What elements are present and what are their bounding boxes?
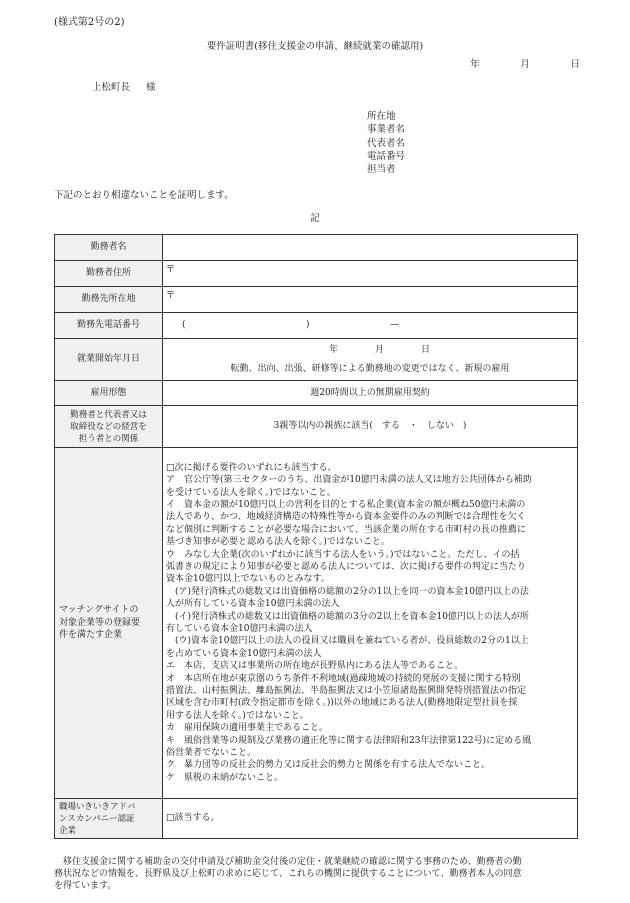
- requirement-line: カ 雇用保険の適用事業主であること。: [166, 723, 329, 734]
- matching-label-line: マッチングサイトの: [59, 605, 139, 616]
- requirement-line: 用する法人を除く。)ではないこと。: [166, 710, 309, 721]
- row-worker-address: [55, 261, 578, 287]
- consent-footnote: [54, 856, 582, 892]
- start-date-day: 日: [420, 345, 430, 356]
- requirement-line: 俗営業者でないこと。: [166, 748, 257, 759]
- sender-block: [367, 110, 405, 176]
- worker-name-field[interactable]: [163, 235, 578, 261]
- issue-date-year: 年: [470, 59, 480, 70]
- document-title: 要件証明書(移住支援金の申請、継続就業の確認用): [206, 41, 424, 52]
- requirement-line: ケ 県税の未納がないこと。: [166, 772, 284, 783]
- requirement-line: オ 本店所在地が東京圏のうち条件不利地域(過疎地域の持続的発展の支援に関する特別: [166, 673, 521, 684]
- row-employment-type: [55, 381, 578, 406]
- row-relation: [55, 406, 578, 448]
- requirement-line: を受けている法人を除く。)ではないこと。: [166, 487, 336, 498]
- matching-label-line: 対象企業等の登録要: [59, 617, 141, 628]
- relation-label-line: 勤務者と代表者又は: [70, 409, 147, 420]
- relation-label-line: 取締役などの経営を: [70, 421, 147, 432]
- advance-label-line: ンスカンパニー認証: [59, 813, 135, 824]
- advance-company-checkbox[interactable]: □該当する。: [163, 799, 578, 839]
- footnote-line: 務状況などの情報を、長野県及び上松町の求めに応じて、これらの機関に提供することについて、勤務者本人の同意: [54, 869, 522, 879]
- requirement-line: ウ みなし大企業(次のいずれかに該当する法人をいう。)ではないこと。ただし、イの括: [166, 549, 520, 560]
- worker-address-field[interactable]: [163, 261, 578, 287]
- issue-date-day: 日: [570, 59, 580, 70]
- requirement-line: 弧書きの規定により知事が必要と認める法人については、次に掲げる要件の判定に当たり: [166, 561, 526, 572]
- requirement-line: など個別に判断することが必要な場合において、当該企業の所在する市町村の長の推薦に: [166, 524, 526, 535]
- requirement-line: ア 官公庁等(第三セクターのうち、出資金が10億円未満の法人又は地方公共団体から補助: [166, 475, 532, 486]
- postal-mark: 〒: [166, 265, 176, 276]
- requirement-line: エ 本店、支店又は事業所の所在地が長野県内にある法人等であること。: [166, 661, 464, 672]
- requirement-line: (イ)発行済株式の総数又は出資価格の総額の3分の2以上を資本金10億円以上の法人が所: [166, 611, 529, 622]
- advance-company-label: [55, 799, 163, 839]
- requirement-line[interactable]: □次に掲げる要件のいずれにも該当する。: [166, 462, 337, 473]
- requirement-line: 人が所有している資本金10億円未満の法人: [166, 599, 340, 610]
- phone-dash: —: [390, 320, 399, 331]
- requirement-line: イ 資本金の額が10億円以上の営利を目的とする私企業(資本金の額が概ね50億円未満の: [166, 499, 526, 510]
- requirement-line: 有している資本金10億円未満の法人: [166, 624, 313, 634]
- footnote-line: を得ています。: [54, 881, 117, 891]
- requirement-line: 基づき知事が必要と認める法人を除く。)ではないこと。: [166, 537, 390, 548]
- issue-date: [470, 59, 580, 71]
- workplace-address-field[interactable]: [163, 287, 578, 313]
- employment-type-value: 週20時間以上の無期雇用契約: [163, 381, 578, 406]
- sender-phone-label: 電話番号: [367, 150, 406, 162]
- addressee: [92, 82, 156, 94]
- certify-statement: 下記のとおり相違ないことを証明します。: [54, 190, 234, 201]
- sender-address-label: 所在地: [367, 111, 396, 122]
- start-date-label: 就業開始年月日: [55, 339, 163, 381]
- requirement-line: (ア)発行済株式の総数又は出資価格の総額の2分の1以上を同一の資本金10億円以上の法: [166, 586, 529, 597]
- requirement-line: キ 風俗営業等の規制及び業務の適正化等に関する法律昭和23年法律第122号)に定める風: [166, 735, 532, 746]
- row-advance-company: [55, 799, 578, 839]
- workplace-address-label: 勤務先所在地: [55, 287, 163, 313]
- addressee-honorific: 様: [146, 82, 156, 93]
- row-worker-name: [55, 235, 578, 261]
- requirements-list: [163, 448, 578, 799]
- form-number: (様式第2号の2): [54, 17, 125, 28]
- start-date-note: 転勤、出向、出張、研修等による勤務地の変更ではなく、新規の雇用: [230, 363, 510, 374]
- workplace-phone-label: 勤務先電話番号: [55, 313, 163, 339]
- ki-heading: 記: [310, 213, 320, 224]
- start-date-field[interactable]: [163, 339, 578, 381]
- requirement-line: を占めている資本金10億円未満の法人: [166, 648, 322, 659]
- requirement-line: (ウ)資本金10億円以上の法人の役員又は職員を兼ねている者が、役員総数の2分の1以上: [166, 636, 529, 647]
- start-date-year: 年: [328, 345, 338, 356]
- sender-contact-label: 担当者: [367, 164, 396, 176]
- issue-date-month: 月: [520, 59, 530, 70]
- relation-label-line: 担う者との関係: [78, 433, 139, 444]
- relation-value[interactable]: 3親等以内の親族に該当( する ・ しない ): [163, 406, 578, 448]
- requirement-line: 区域を含む市町村(政令指定都市を除く。))以外の地域にある法人(勤務地限定型社員を採: [166, 698, 518, 709]
- requirement-line: 措置法、山村振興法、離島振興法、半島振興法又は小笠原諸島振興開発特別措置法の指定: [166, 686, 527, 697]
- sender-company-label: 事業者名: [367, 124, 406, 136]
- row-matching-site: [55, 448, 578, 799]
- requirements-table: [54, 234, 578, 839]
- postal-mark: 〒: [166, 291, 176, 302]
- sender-representative-label: 代表者名: [367, 137, 406, 149]
- row-workplace-address: [55, 287, 578, 313]
- phone-open-paren: (: [182, 320, 186, 331]
- requirement-line: ク 暴力団等の反社会的勢力又は反社会的勢力と関係を有する法人でないこと。: [166, 760, 491, 771]
- footnote-line: 移住支援金に関する補助金の交付申請及び補助金交付後の定住・就業継続の確認に関する事務のため、勤務者の勤: [54, 857, 522, 867]
- workplace-phone-field[interactable]: [163, 313, 578, 339]
- requirement-line: 資本金10億円以上でないものとみなす。: [166, 574, 330, 585]
- addressee-name: 上松町長: [92, 82, 131, 93]
- advance-label-line: 職場いきいきアドバ: [59, 801, 136, 812]
- row-workplace-phone: [55, 313, 578, 339]
- row-start-date: [55, 339, 578, 381]
- matching-label-line: 件を満たす企業: [59, 630, 123, 641]
- worker-name-label: 勤務者名: [55, 235, 163, 261]
- phone-close-paren: ): [306, 320, 310, 331]
- worker-address-label: 勤務者住所: [55, 261, 163, 287]
- employment-type-label: 雇用形態: [55, 381, 163, 406]
- start-date-month: 月: [374, 345, 384, 356]
- relation-label: [55, 406, 163, 448]
- matching-site-label: [55, 448, 163, 799]
- requirement-line: 法人であり、かつ、地域経済構造の特殊性等から資本金要件のみの判断では合理性を欠く: [166, 512, 526, 523]
- advance-label-line: 企業: [59, 825, 77, 836]
